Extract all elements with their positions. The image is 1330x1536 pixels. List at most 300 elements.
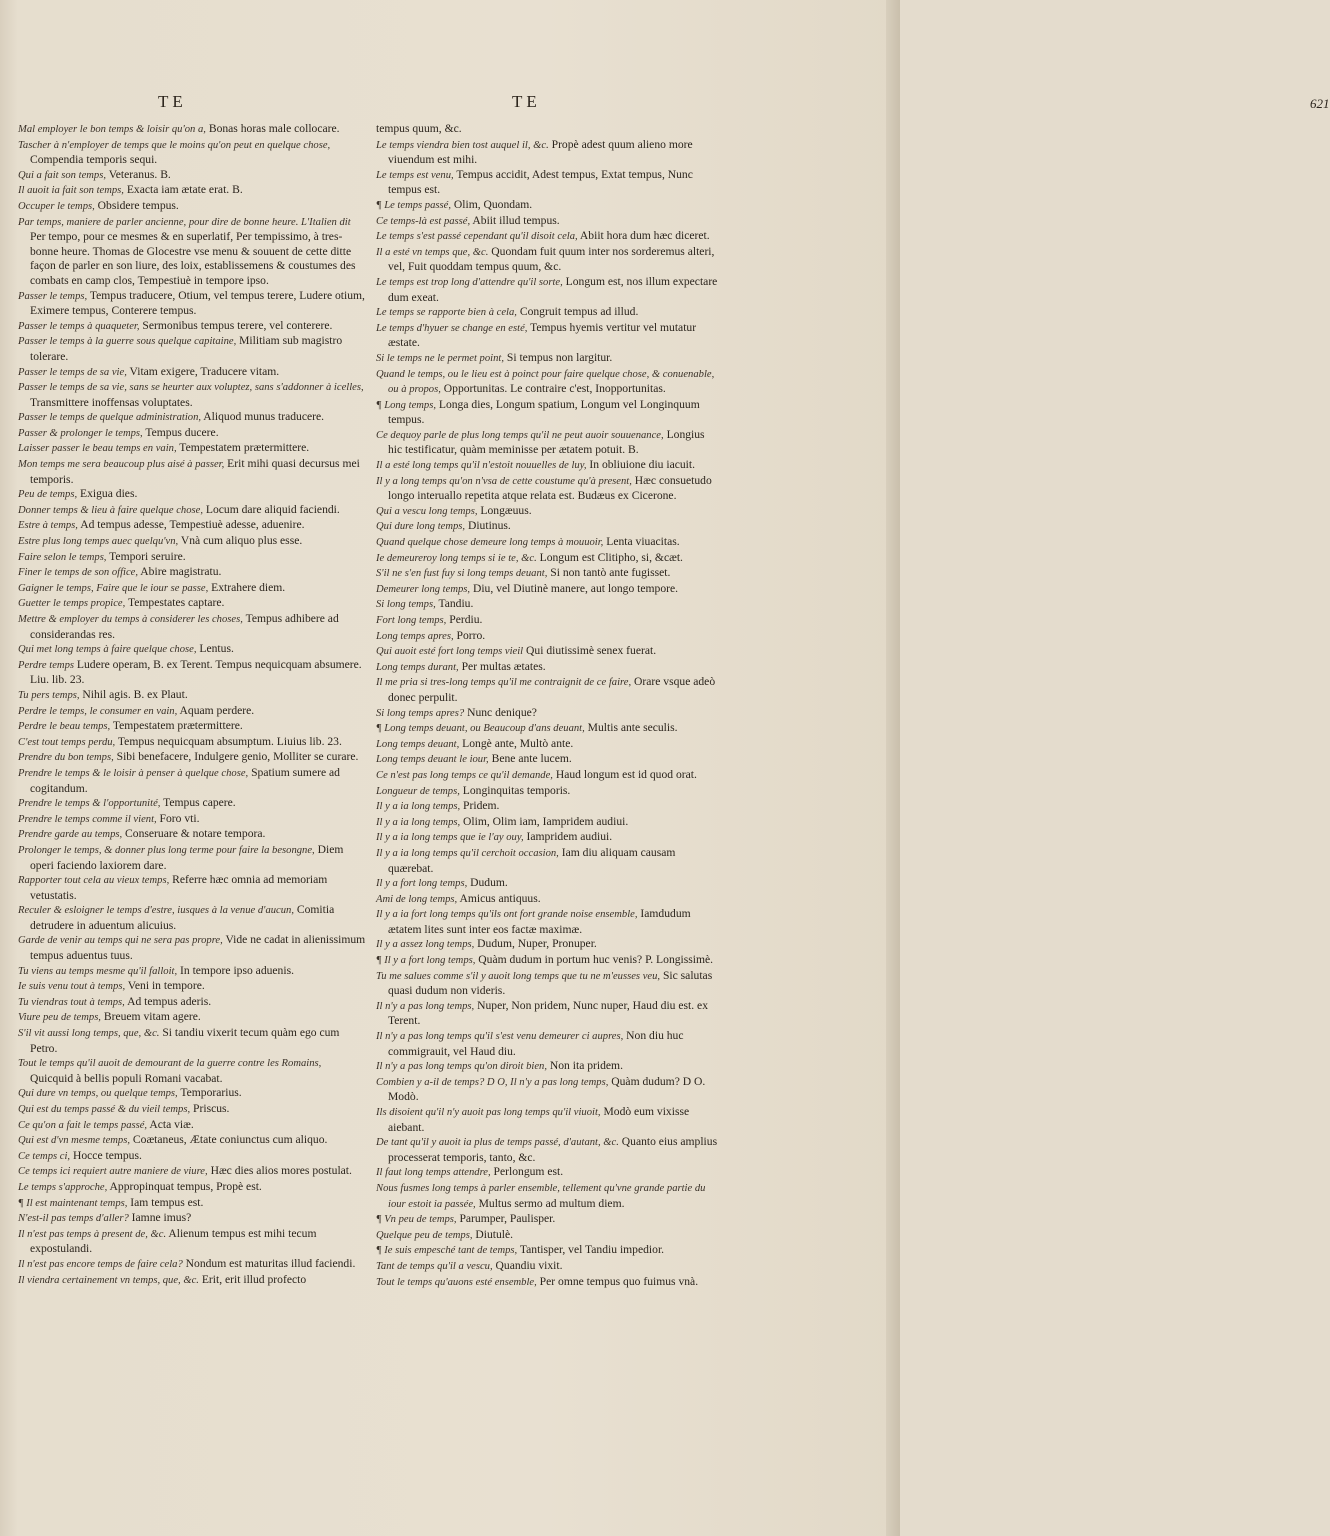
- dictionary-entry: [18, 933, 366, 963]
- dictionary-entry: [376, 1181, 721, 1212]
- latin-translation: Pridem.: [460, 799, 500, 813]
- french-phrase: Le temps est trop long d'attendre qu'il sorte,: [376, 276, 563, 288]
- latin-translation: tempus quum, &c.: [376, 122, 462, 135]
- latin-translation: Veteranus. B.: [106, 167, 171, 181]
- french-phrase: Prendre garde au temps,: [18, 829, 123, 841]
- dictionary-entry: [18, 766, 366, 796]
- dictionary-entry: [18, 1086, 366, 1102]
- latin-translation: Alienum tempus est mihi tecum expostulandi.: [30, 1226, 317, 1256]
- latin-translation: Tempus hyemis vertitur vel mutatur æstate.: [388, 320, 697, 350]
- latin-translation: Iam tempus est.: [127, 1195, 204, 1209]
- dictionary-entry: [18, 735, 366, 751]
- dictionary-entry: [376, 597, 721, 613]
- latin-translation: Iamne imus?: [128, 1211, 192, 1225]
- french-phrase: Long temps apres,: [376, 630, 454, 642]
- dictionary-entry: [18, 199, 366, 215]
- dictionary-entry: [376, 168, 721, 198]
- dictionary-entry: [18, 380, 366, 410]
- latin-translation: Vnà cum aliquo plus esse.: [178, 534, 303, 548]
- dictionary-entry: [18, 565, 366, 581]
- header-right-text: TE: [512, 92, 541, 111]
- latin-translation: Non diu huc commigrauit, vel Haud diu.: [388, 1029, 684, 1058]
- latin-translation: Abiit illud tempus.: [470, 213, 560, 227]
- latin-translation: Qui diutissimè senex fuerat.: [523, 644, 657, 658]
- french-phrase: Prendre le temps & le loisir à penser à quelque chose,: [18, 767, 249, 779]
- dictionary-entry: [18, 410, 366, 426]
- dictionary-entry: [376, 644, 721, 660]
- dictionary-entry: [18, 122, 366, 138]
- latin-translation: Erit mihi quasi decursus mei temporis.: [30, 457, 360, 486]
- french-phrase: ¶ Il y a fort long temps,: [376, 955, 476, 967]
- latin-translation: Quàm dudum? D O. Modò.: [388, 1074, 706, 1104]
- latin-translation: Si tandiu vixerit tecum quàm ego cum Petro.: [30, 1026, 340, 1055]
- dictionary-entry: [376, 504, 721, 520]
- dictionary-entry: [376, 229, 721, 245]
- french-phrase: Quand le temps, ou le lieu est à poinct pour faire quelque chose, & conuenable, ou à propos,: [376, 368, 715, 396]
- latin-translation: Exacta iam ætate erat. B.: [123, 183, 243, 197]
- french-phrase: Ils disoient qu'il n'y auoit pas long temps qu'il viuoit,: [376, 1107, 601, 1118]
- dictionary-entry: [18, 979, 366, 995]
- french-phrase: Tu pers temps,: [18, 689, 80, 701]
- latin-translation: Hocce tempus.: [70, 1148, 142, 1162]
- header-left-letters: TE: [158, 92, 187, 111]
- french-phrase: Ie suis venu tout à temps,: [18, 981, 126, 993]
- french-phrase: Il me pria si tres-long temps qu'il me contraignit de ce faire,: [376, 677, 632, 689]
- french-phrase: Tascher à n'employer de temps que le moins qu'on peut en quelque chose,: [18, 139, 331, 151]
- latin-translation: Tempus capere.: [160, 796, 236, 810]
- dictionary-entry: [376, 1243, 721, 1259]
- latin-translation: Tempus accidit, Adest tempus, Extat tempus, Nunc tempus est.: [388, 167, 693, 197]
- french-phrase: Passer le temps de quelque administration,: [18, 412, 202, 424]
- dictionary-entry: [18, 1133, 366, 1149]
- french-phrase: Tout le temps qu'auons esté ensemble,: [376, 1276, 537, 1288]
- latin-translation: Porro.: [453, 628, 486, 642]
- french-phrase: Le temps d'hyuer se change en esté,: [376, 322, 528, 334]
- dictionary-entry: [376, 1165, 721, 1181]
- dictionary-entry: [18, 215, 366, 289]
- dictionary-entry: [18, 426, 366, 442]
- dictionary-entry: [18, 704, 366, 720]
- latin-translation: Modò eum vixisse aiebant.: [388, 1105, 690, 1134]
- french-phrase: Le temps viendra bien tost auquel il, &c.: [376, 139, 549, 151]
- latin-translation: Longinquitas temporis.: [459, 783, 571, 797]
- dictionary-entry: [18, 1118, 366, 1134]
- french-phrase: Il y a fort long temps,: [376, 878, 468, 890]
- dictionary-entry: [18, 1196, 366, 1212]
- latin-translation: Referre hæc omnia ad memoriam vetustatis.: [30, 873, 328, 902]
- dictionary-entry: [376, 351, 721, 367]
- latin-translation: Abiit hora dum hæc diceret.: [577, 229, 710, 243]
- french-phrase: Garde de venir au temps qui ne sera pas propre,: [18, 935, 223, 947]
- dictionary-entry: [18, 183, 366, 199]
- latin-translation: Longius hic testificatur, quàm meminisse per ætatem potuit. B.: [388, 427, 705, 457]
- dictionary-entry: [376, 784, 721, 800]
- french-phrase: Passer le temps à quaqueter,: [18, 320, 140, 332]
- dictionary-entry: [376, 907, 721, 937]
- latin-translation: Ad tempus adesse, Tempestiuè adesse, aduenire.: [77, 518, 305, 532]
- latin-translation: Orare vsque adeò donec perpulit.: [388, 675, 716, 704]
- latin-translation: Per tempo, pour ce mesmes & en superlatif, Per tempissimo, à tres-bonne heure. Thomas de Glocestre vse menu & souuent de cette ditte façon de parler en son liure, des loix, establissemens & coustumes des combats en camp clos, Tempestiuè in tempore ipso.: [30, 230, 356, 287]
- dictionary-entry: [376, 999, 721, 1029]
- latin-translation: Acta viæ.: [147, 1117, 194, 1131]
- latin-translation: In obliuione diu iacuit.: [586, 458, 696, 472]
- dictionary-entry: [376, 953, 721, 969]
- latin-translation: Tandiu.: [435, 597, 474, 611]
- french-phrase: Tu viendras tout à temps,: [18, 996, 125, 1008]
- french-phrase: Il y a ia long temps qu'il cerchoit occasion,: [376, 847, 559, 859]
- french-phrase: Si le temps ne le permet point,: [376, 352, 504, 364]
- latin-translation: Ludere operam, B. ex Terent. Tempus nequicquam absumere. Liu. lib. 23.: [30, 657, 362, 687]
- french-phrase: Il a esté long temps qu'il n'estoit nouuelles de luy,: [376, 460, 587, 472]
- latin-translation: Congruit tempus ad illud.: [516, 305, 639, 319]
- latin-translation: Sibi benefacere, Indulgere genio, Molliter se curare.: [113, 750, 359, 764]
- dictionary-entry: [18, 457, 366, 487]
- latin-translation: Ad tempus aderis.: [124, 994, 212, 1008]
- dictionary-entry: [376, 737, 721, 753]
- latin-translation: Diutulè.: [472, 1227, 514, 1241]
- french-phrase: Passer le temps,: [18, 290, 88, 302]
- dictionary-entry: [376, 768, 721, 784]
- dictionary-entry: [18, 503, 366, 519]
- header-right-letters: [512, 92, 1330, 112]
- dictionary-entry: [376, 1212, 721, 1228]
- latin-translation: Priscus.: [190, 1102, 230, 1115]
- latin-translation: Propè adest quum alieno more viuendum est mihi.: [388, 137, 693, 167]
- french-phrase: Laisser passer le beau temps en vain,: [18, 443, 177, 455]
- dictionary-entry: [376, 830, 721, 846]
- french-phrase: Reculer & esloigner le temps d'estre, iusques à la venue d'aucun,: [18, 905, 294, 917]
- latin-translation: Quandiu vixit.: [492, 1258, 563, 1272]
- latin-translation: Militiam sub magistro tolerare.: [30, 334, 343, 363]
- latin-translation: Non ita pridem.: [546, 1059, 623, 1073]
- french-phrase: Mon temps me sera beaucoup plus aisé à passer,: [18, 459, 225, 471]
- french-phrase: Mettre & employer du temps à considerer les choses,: [18, 614, 243, 625]
- french-phrase: ¶ Long temps,: [376, 399, 436, 411]
- french-phrase: ¶ Vn peu de temps,: [376, 1214, 457, 1226]
- dictionary-entry: [376, 876, 721, 892]
- latin-translation: Hæc dies alios mores postulat.: [207, 1164, 352, 1178]
- dictionary-entry: [376, 122, 721, 138]
- latin-translation: Aliquod munus traducere.: [201, 410, 325, 424]
- dictionary-entry: [18, 138, 366, 168]
- french-phrase: Qui dure vn temps, ou quelque temps,: [18, 1088, 178, 1100]
- dictionary-entry: [376, 305, 721, 321]
- latin-translation: Opportunitas. Le contraire c'est, Inopportunitas.: [440, 382, 666, 396]
- latin-translation: Parumper, Paulisper.: [456, 1212, 556, 1226]
- french-phrase: Gaigner le temps, Faire que le iour se passe,: [18, 582, 209, 594]
- latin-translation: Diu, vel Diutinè manere, aut longo tempore.: [470, 581, 679, 595]
- latin-translation: Nihil agis. B. ex Plaut.: [79, 687, 188, 701]
- french-phrase: Il y a long temps qu'on n'vsa de cette coustume qu'à present,: [376, 475, 632, 487]
- dictionary-entry: [376, 1228, 721, 1244]
- latin-translation: Perdiu.: [446, 613, 483, 626]
- french-phrase: Perdre temps: [18, 659, 74, 671]
- latin-translation: Iam diu aliquam causam quærebat.: [388, 845, 676, 875]
- latin-translation: Nunc denique?: [464, 705, 537, 719]
- french-phrase: Si long temps apres?: [376, 707, 465, 719]
- latin-translation: Foro vti.: [156, 811, 200, 825]
- french-phrase: S'il vit aussi long temps, que, &c.: [18, 1028, 160, 1040]
- dictionary-entry: [18, 995, 366, 1011]
- french-phrase: Qui est d'vn mesme temps,: [18, 1135, 131, 1147]
- french-phrase: Estre à temps,: [18, 520, 78, 532]
- dictionary-entry: [18, 612, 366, 642]
- latin-translation: Comitia detrudere in aduentum alicuius.: [30, 903, 335, 932]
- latin-translation: Multis ante seculis.: [584, 721, 678, 735]
- dictionary-entry: [376, 799, 721, 815]
- latin-translation: Iamdudum ætatem lites sunt inter eos factæ maximæ.: [388, 907, 691, 936]
- dictionary-entry: [376, 275, 721, 305]
- french-phrase: Viure peu de temps,: [18, 1012, 101, 1024]
- french-phrase: Ami de long temps,: [376, 893, 458, 905]
- latin-translation: Longa dies, Longum spatium, Longum vel Longinquum tempus.: [388, 397, 700, 427]
- dictionary-entry: [376, 706, 721, 722]
- latin-translation: Tantisper, vel Tandiu impedior.: [517, 1243, 665, 1257]
- french-phrase: Qui dure long temps,: [376, 521, 466, 533]
- french-phrase: Par temps, maniere de parler ancienne, pour dire de bonne heure. L'Italien dit: [18, 216, 351, 228]
- dictionary-entry: [18, 750, 366, 766]
- dictionary-entry: [18, 487, 366, 503]
- dictionary-entry: [18, 719, 366, 735]
- latin-translation: Tempestatem prætermittere.: [110, 719, 243, 733]
- latin-translation: Longum est, nos illum expectare dum exeat.: [388, 274, 718, 304]
- latin-translation: Lenta viuacitas.: [603, 535, 680, 549]
- dictionary-entry: [376, 721, 721, 737]
- dictionary-entry: [18, 964, 366, 980]
- dictionary-entry: [376, 398, 721, 428]
- dictionary-entry: [18, 1149, 366, 1165]
- dictionary-entry: [18, 441, 366, 457]
- dictionary-entry: [18, 550, 366, 566]
- latin-translation: Aquam perdere.: [177, 703, 255, 717]
- french-phrase: De tant qu'il y auoit ia plus de temps passé, d'autant, &c.: [376, 1137, 619, 1149]
- french-phrase: Perdre le temps, le consumer en vain,: [18, 705, 178, 717]
- running-header: [0, 92, 1330, 118]
- french-phrase: Prendre le temps comme il vient,: [18, 813, 157, 825]
- latin-translation: Conseruare & notare tempora.: [122, 827, 266, 841]
- french-phrase: Le temps s'approche,: [18, 1181, 108, 1193]
- french-phrase: Donner temps & lieu à faire quelque chose,: [18, 504, 203, 516]
- french-phrase: Quelque peu de temps,: [376, 1229, 473, 1241]
- french-phrase: Longueur de temps,: [376, 785, 460, 797]
- dictionary-entry: [18, 319, 366, 335]
- latin-translation: Tempus ducere.: [142, 425, 219, 439]
- latin-translation: Per multas ætates.: [458, 659, 546, 673]
- dictionary-entry: [18, 334, 366, 364]
- dictionary-entry: [376, 321, 721, 351]
- dictionary-entry: [376, 1105, 721, 1135]
- latin-translation: Abire magistratu.: [138, 565, 222, 579]
- french-phrase: Ce dequoy parle de plus long temps qu'il ne peut auoir souuenance,: [376, 429, 664, 441]
- latin-translation: Transmittere inoffensas voluptates.: [30, 395, 193, 409]
- dictionary-entry: [18, 688, 366, 704]
- dictionary-entry: [376, 1135, 721, 1165]
- dictionary-entry: [18, 1164, 366, 1180]
- latin-translation: Breuem vitam agere.: [100, 1010, 201, 1024]
- french-phrase: Il viendra certainement vn temps, que, &c.: [18, 1274, 199, 1286]
- latin-translation: Spatium sumere ad cogitandum.: [30, 765, 340, 795]
- latin-translation: Compendia temporis sequi.: [30, 153, 158, 167]
- french-phrase: Ce temps-là est passé,: [376, 215, 471, 227]
- french-phrase: Perdre le beau temps,: [18, 721, 111, 733]
- dictionary-entry: [18, 1056, 366, 1086]
- french-phrase: Passer & prolonger le temps,: [18, 427, 143, 439]
- dictionary-entry: [376, 613, 721, 629]
- latin-translation: Hæc consuetudo longo interuallo repetita atque relata est. Budæus ex Cicerone.: [388, 473, 712, 503]
- dictionary-entry: [18, 642, 366, 658]
- latin-translation: Obsidere tempus.: [94, 198, 179, 212]
- dictionary-entry: [376, 937, 721, 953]
- latin-translation: Vide ne cadat in alienissimum tempus aduentus tuus.: [30, 933, 366, 963]
- dictionary-entry: [18, 812, 366, 828]
- latin-translation: Dudum.: [467, 876, 508, 890]
- latin-translation: Quanto eius amplius processerat temporis, tanto, &c.: [388, 1135, 718, 1164]
- dictionary-entry: [376, 582, 721, 598]
- dictionary-entry: [18, 873, 366, 903]
- french-phrase: Qui a vescu long temps,: [376, 505, 478, 517]
- french-phrase: Qui met long temps à faire quelque chose,: [18, 644, 197, 656]
- latin-translation: Bene ante lucem.: [488, 752, 572, 766]
- left-column: [18, 122, 366, 1288]
- french-phrase: Long temps deuant,: [376, 738, 460, 750]
- french-phrase: Occuper le temps,: [18, 200, 95, 212]
- french-phrase: Il y a ia fort long temps qu'ils ont fort grande noise ensemble,: [376, 909, 638, 921]
- latin-translation: Exigua dies.: [77, 487, 138, 501]
- french-phrase: Passer le temps à la guerre sous quelque capitaine,: [18, 336, 237, 348]
- latin-translation: Si non tantò ante fugisset.: [547, 566, 671, 580]
- french-phrase: Il n'est pas encore temps de faire cela?: [18, 1258, 183, 1270]
- french-phrase: Le temps se rapporte bien à cela,: [376, 307, 517, 319]
- latin-translation: Diem operi faciendo laxiorem dare.: [30, 842, 344, 872]
- french-phrase: Prendre du bon temps,: [18, 752, 114, 764]
- latin-translation: Olim, Quondam.: [450, 197, 533, 211]
- french-phrase: Ie demeureroy long temps si ie te, &c.: [376, 552, 537, 564]
- dictionary-entry: [376, 474, 721, 504]
- latin-translation: Temporarius.: [177, 1086, 242, 1100]
- latin-translation: Quondam fuit quum inter nos sorderemus alteri, vel, Fuit quoddam tempus quum, &c.: [388, 244, 715, 274]
- french-phrase: Il y a ia long temps,: [376, 801, 461, 813]
- french-phrase: Il a esté vn temps que, &c.: [376, 246, 489, 258]
- dictionary-entry: [376, 1075, 721, 1105]
- page-number: 621: [1310, 96, 1330, 111]
- dictionary-entry: [18, 1257, 366, 1273]
- latin-translation: Nuper, Non pridem, Nunc nuper, Haud diu est. ex Terent.: [388, 998, 708, 1028]
- french-phrase: Tu me salues comme s'il y auoit long temps que tu ne m'eusses veu,: [376, 970, 661, 982]
- latin-translation: Veni in tempore.: [125, 979, 205, 993]
- french-phrase: Prolonger le temps, & donner plus long terme pour faire la besongne,: [18, 844, 315, 856]
- dictionary-entry: [376, 815, 721, 831]
- dictionary-entry: [18, 1010, 366, 1026]
- dictionary-entry: [18, 518, 366, 534]
- french-phrase: Long temps deuant le iour,: [376, 754, 489, 766]
- french-phrase: S'il ne s'en fust fuy si long temps deuant,: [376, 568, 548, 580]
- french-phrase: Combien y a-il de temps? D O, Il n'y a pas long temps,: [376, 1076, 609, 1088]
- dictionary-entry: [376, 846, 721, 876]
- dictionary-entry: [18, 658, 366, 688]
- dictionary-entry: [18, 903, 366, 933]
- dictionary-entry: [376, 660, 721, 676]
- french-phrase: Fort long temps,: [376, 615, 447, 626]
- latin-translation: Tempestatem prætermittere.: [176, 441, 310, 455]
- latin-translation: Si tempus non largitur.: [503, 350, 613, 364]
- dictionary-entry: [376, 245, 721, 275]
- dictionary-entry: [18, 289, 366, 319]
- latin-translation: Per omne tempus quo fuimus vnà.: [536, 1274, 699, 1288]
- latin-translation: Longæuus.: [477, 503, 532, 517]
- latin-translation: Diutinus.: [465, 519, 511, 533]
- latin-translation: Bonas horas male collocare.: [205, 122, 340, 135]
- dictionary-entry: [18, 1211, 366, 1227]
- dictionary-entry: [18, 596, 366, 612]
- page-edge: [886, 0, 900, 1536]
- dictionary-entry: [376, 214, 721, 230]
- dictionary-entry: [376, 519, 721, 535]
- latin-translation: Coætaneus, Ætate coniunctus cum aliquo.: [130, 1133, 328, 1147]
- latin-translation: Longum est Clitipho, si, &cæt.: [536, 550, 683, 564]
- dictionary-entry: [376, 1059, 721, 1075]
- french-phrase: Demeurer long temps,: [376, 583, 471, 595]
- dictionary-entry: [18, 168, 366, 184]
- latin-translation: Quicquid à bellis populi Romani vacabat.: [30, 1071, 223, 1085]
- latin-translation: Olim, Olim iam, Iampridem audiui.: [460, 814, 629, 828]
- dictionary-entry: [18, 365, 366, 381]
- latin-translation: Sic salutas quasi dudum non videris.: [388, 968, 713, 998]
- latin-translation: Sermonibus tempus terere, vel conterere.: [139, 318, 333, 332]
- latin-translation: Quàm dudum in portum huc venis? P. Longissimè.: [475, 953, 714, 967]
- dictionary-entry: [18, 1273, 366, 1289]
- latin-translation: Extrahere diem.: [208, 580, 286, 594]
- french-phrase: Finer le temps de son office,: [18, 567, 139, 579]
- french-phrase: Il n'y a pas long temps qu'il s'est venu demeurer ci aupres,: [376, 1031, 624, 1043]
- latin-translation: Lentus.: [196, 642, 234, 656]
- dictionary-entry: [376, 1275, 721, 1291]
- dictionary-entry: [376, 458, 721, 474]
- latin-translation: Nondum est maturitas illud faciendi.: [182, 1256, 356, 1270]
- dictionary-entry: [376, 138, 721, 168]
- french-phrase: Quand quelque chose demeure long temps à mouuoir,: [376, 537, 604, 549]
- french-phrase: Rapporter tout cela au vieux temps,: [18, 875, 170, 887]
- latin-translation: Tempori seruire.: [106, 549, 186, 563]
- dictionary-entry: [376, 1029, 721, 1059]
- french-phrase: Faire selon le temps,: [18, 551, 107, 563]
- latin-translation: In tempore ipso aduenis.: [177, 963, 294, 977]
- french-phrase: C'est tout temps perdu,: [18, 736, 116, 748]
- french-phrase: Le temps est venu,: [376, 169, 454, 181]
- dictionary-entry: [18, 1227, 366, 1257]
- french-phrase: Si long temps,: [376, 599, 436, 611]
- french-phrase: ¶ Ie suis empesché tant de temps,: [376, 1245, 518, 1257]
- french-phrase: ¶ Long temps deuant, ou Beaucoup d'ans deuant,: [376, 723, 585, 735]
- french-phrase: Ce temps ci,: [18, 1150, 71, 1162]
- french-phrase: Qui a fait son temps,: [18, 169, 106, 181]
- french-phrase: Qui est du temps passé & du vieil temps,: [18, 1104, 191, 1115]
- dictionary-entry: [18, 796, 366, 812]
- dictionary-entry: [376, 892, 721, 908]
- dictionary-entry: [376, 551, 721, 567]
- latin-translation: Perlongum est.: [490, 1165, 564, 1179]
- french-phrase: Long temps durant,: [376, 661, 459, 673]
- french-phrase: Ce qu'on a fait le temps passé,: [18, 1119, 148, 1131]
- dictionary-entry: [18, 1102, 366, 1118]
- dictionary-entry: [18, 843, 366, 873]
- dictionary-entry: [18, 1026, 366, 1056]
- french-phrase: Qui auoit esté fort long temps vieil: [376, 646, 524, 658]
- latin-translation: Erit, erit illud profecto: [198, 1272, 307, 1286]
- french-phrase: Il faut long temps attendre,: [376, 1167, 491, 1179]
- french-phrase: Tout le temps qu'il auoit de demourant de la guerre contre les Romains,: [18, 1058, 322, 1070]
- latin-translation: Haud longum est id quod orat.: [552, 767, 697, 781]
- dictionary-entry: [18, 827, 366, 843]
